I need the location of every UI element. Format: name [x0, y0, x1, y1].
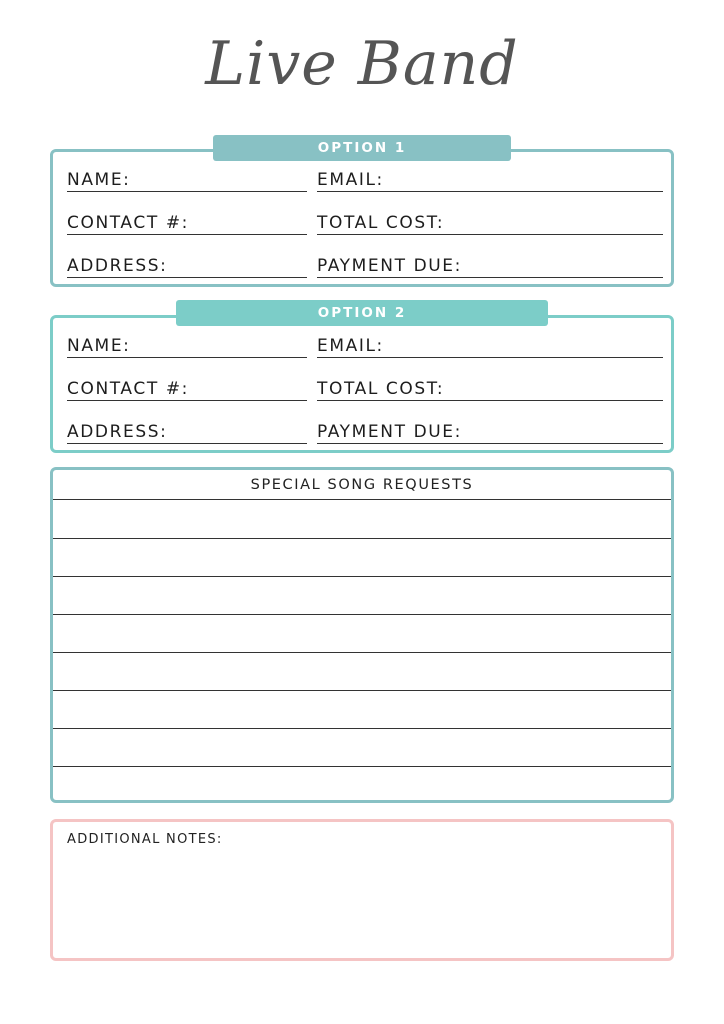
song-requests-box — [50, 467, 674, 803]
option-1-total-cost-field[interactable] — [317, 195, 663, 235]
song-request-line[interactable] — [53, 691, 671, 729]
option-2-label: OPTION 2 — [176, 300, 548, 326]
song-request-line[interactable] — [53, 729, 671, 767]
song-requests-heading: SPECIAL SONG REQUESTS — [53, 470, 671, 500]
song-request-line[interactable] — [53, 539, 671, 577]
address-label: ADDRESS: — [67, 256, 168, 276]
payment-due-label: PAYMENT DUE: — [317, 256, 462, 276]
option-1-address-field[interactable] — [67, 238, 307, 278]
option-1-payment-due-field[interactable] — [317, 238, 663, 278]
option-2-box — [50, 315, 674, 453]
song-request-line[interactable] — [53, 767, 671, 803]
song-request-line[interactable] — [53, 653, 671, 691]
additional-notes-box[interactable] — [50, 819, 674, 961]
song-request-line[interactable] — [53, 615, 671, 653]
option-2-contact-field[interactable] — [67, 361, 307, 401]
payment-due-label: PAYMENT DUE: — [317, 422, 462, 442]
option-1-box — [50, 149, 674, 287]
option-2-payment-due-field[interactable] — [317, 404, 663, 444]
option-1-contact-field[interactable] — [67, 195, 307, 235]
option-2-address-field[interactable] — [67, 404, 307, 444]
contact-label: CONTACT #: — [67, 213, 189, 233]
option-1-label: OPTION 1 — [213, 135, 511, 161]
total-cost-label: TOTAL COST: — [317, 379, 445, 399]
email-label: EMAIL: — [317, 170, 384, 190]
address-label: ADDRESS: — [67, 422, 168, 442]
total-cost-label: TOTAL COST: — [317, 213, 445, 233]
name-label: NAME: — [67, 336, 131, 356]
email-label: EMAIL: — [317, 336, 384, 356]
contact-label: CONTACT #: — [67, 379, 189, 399]
name-label: NAME: — [67, 170, 131, 190]
page-title: Live Band — [205, 29, 519, 99]
additional-notes-label: ADDITIONAL NOTES: — [67, 832, 223, 847]
option-2-total-cost-field[interactable] — [317, 361, 663, 401]
song-request-line[interactable] — [53, 501, 671, 539]
song-request-line[interactable] — [53, 577, 671, 615]
